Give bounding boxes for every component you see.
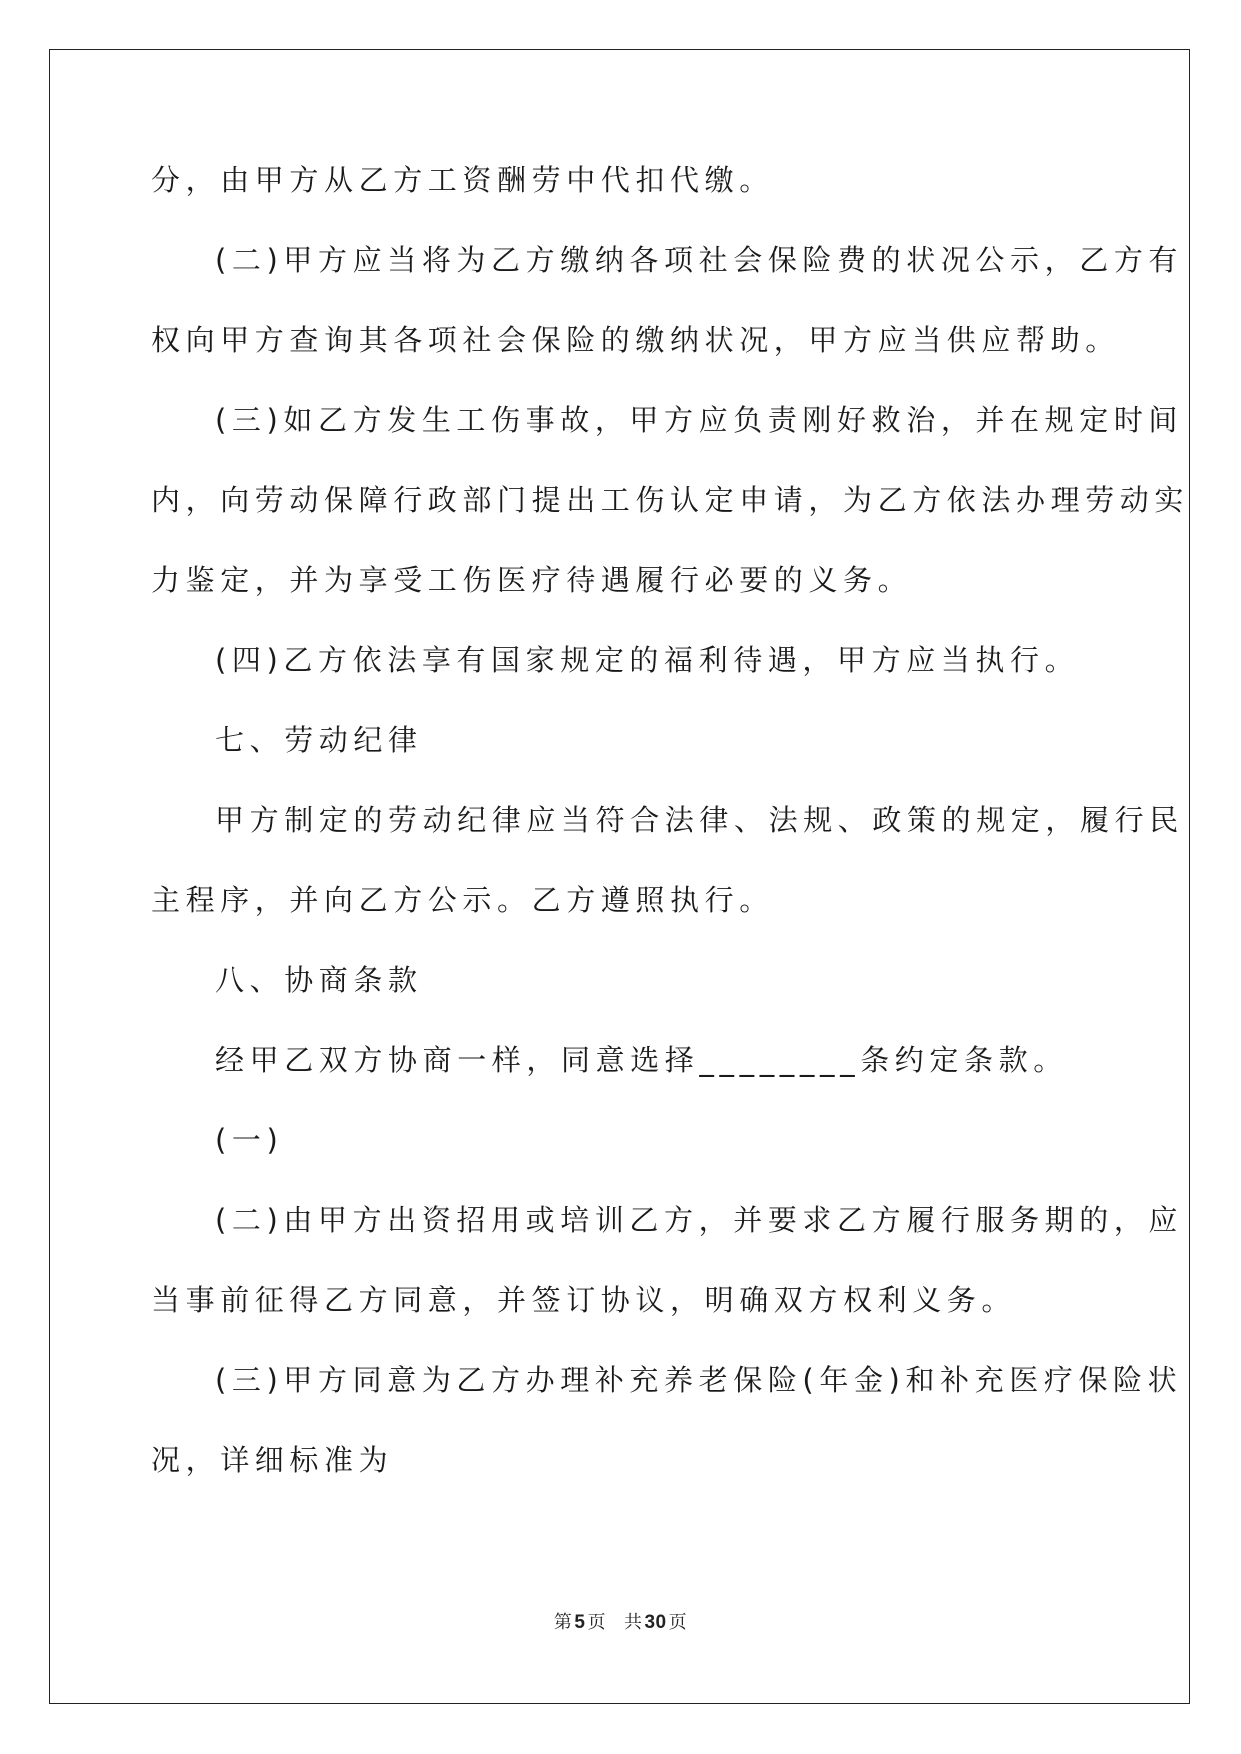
footer-prefix: 第 [553,1612,573,1632]
text-line: 主程序，并向乙方公示。乙方遵照执行。 [151,883,774,917]
text-line: 权向甲方查询其各项社会保险的缴纳状况，甲方应当供应帮助。 [151,323,1120,357]
text-line: 当事前征得乙方同意，并签订协议，明确双方权利义务。 [151,1283,1017,1317]
footer-page-suffix: 页 [587,1612,606,1632]
text-line: 力鉴定，并为享受工伤医疗待遇履行必要的义务。 [151,563,913,597]
text-line: 内，向劳动保障行政部门提出工伤认定申请，为乙方依法办理劳动实 [151,483,1190,517]
text-line: 经甲乙双方协商一样，同意选择________条约定条款。 [215,1043,1068,1077]
footer-total-suffix: 页 [668,1612,688,1632]
section-heading: 七、劳动纪律 [215,723,423,757]
text-line: (四)乙方依法享有国家规定的福利待遇，甲方应当执行。 [215,643,1080,677]
text-line: 况，详细标准为 [151,1443,394,1477]
text-line: (二)由甲方出资招用或培训乙方，并要求乙方履行服务期的，应 [215,1203,1184,1237]
section-heading: 八、协商条款 [215,963,423,997]
document-body [151,160,1190,1520]
footer-total-prefix: 共 [623,1612,643,1632]
page-footer [0,1608,1241,1634]
text-line: (二)甲方应当将为乙方缴纳各项社会保险费的状况公示，乙方有 [215,243,1184,277]
total-pages-number: 30 [644,1612,667,1633]
text-line: (三)如乙方发生工伤事故，甲方应负责刚好救治，并在规定时间 [215,403,1184,437]
text-line: (一) [215,1123,284,1157]
text-line: 分，由甲方从乙方工资酬劳中代扣代缴。 [151,163,774,197]
current-page-number: 5 [574,1612,586,1633]
text-line: 甲方制定的劳动纪律应当符合法律、法规、政策的规定，履行民 [215,803,1184,837]
text-line: (三)甲方同意为乙方办理补充养老保险(年金)和补充医疗保险状 [215,1363,1183,1397]
